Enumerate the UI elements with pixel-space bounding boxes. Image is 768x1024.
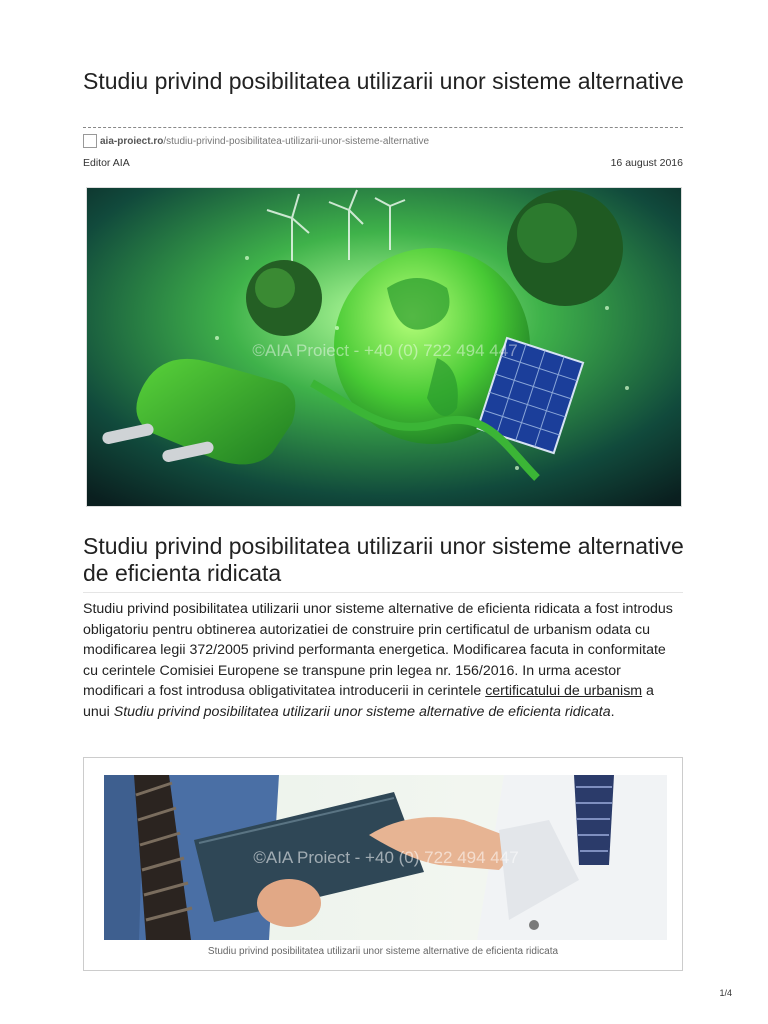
paragraph-text: Studiu privind posibilitatea utilizarii unor sisteme alternative de eficienta ridicata a fost introdus obligatoriu pentru obtinerea autorizatiei de construire prin certificatul de urbanism odata cu modificarea legii 372/2005 privind performanta energetica. Modificarea facuta in conformitate cu cerintele Comisiei Europene se transpune prin legea nr. 156/2016. In urma acestor modificari a fost introdusa obligativitatea introducerii in cerintele: [83, 601, 673, 700]
paragraph-text-2: a unui: [83, 683, 654, 720]
green-energy-globe-plug-image: [87, 188, 682, 507]
source-path: /studiu-privind-posibilitatea-utilizarii-unor-sisteme-alternative: [163, 135, 430, 147]
author: Editor AIA: [83, 157, 130, 169]
figure-caption: Studiu privind posibilitatea utilizarii unor sisteme alternative de eficienta ridicata: [207, 946, 559, 957]
figure-box: [83, 757, 683, 971]
page-number: 1/4: [719, 988, 732, 998]
hero-watermark: ©AIA Proiect - +40 (0) 722 494 447: [252, 341, 518, 360]
paragraph-end: .: [610, 703, 615, 720]
section-heading: Studiu privind posibilitatea utilizarii unor sisteme alternative de eficienta ridicata: [83, 533, 684, 586]
page-title: Studiu privind posibilitatea utilizarii unor sisteme alternative: [83, 68, 684, 94]
source-url[interactable]: [83, 133, 429, 149]
publish-date: 16 august 2016: [610, 157, 683, 169]
paragraph-italic: Studiu privind posibilitatea utilizarii unor sisteme alternative de eficienta ridicata: [113, 703, 611, 720]
section-divider: [83, 592, 683, 593]
handshake-document-image: [104, 775, 667, 940]
certificat-urbanism-link[interactable]: certificatului de urbanism: [485, 683, 643, 700]
favicon-icon: [83, 134, 97, 148]
figure-watermark: ©AIA Proiect - +40 (0) 722 494 447: [253, 848, 519, 867]
hero-image: [86, 187, 682, 507]
source-domain: aia-proiect.ro: [100, 135, 164, 147]
title-divider: [83, 127, 683, 128]
article-paragraph: [83, 599, 683, 723]
